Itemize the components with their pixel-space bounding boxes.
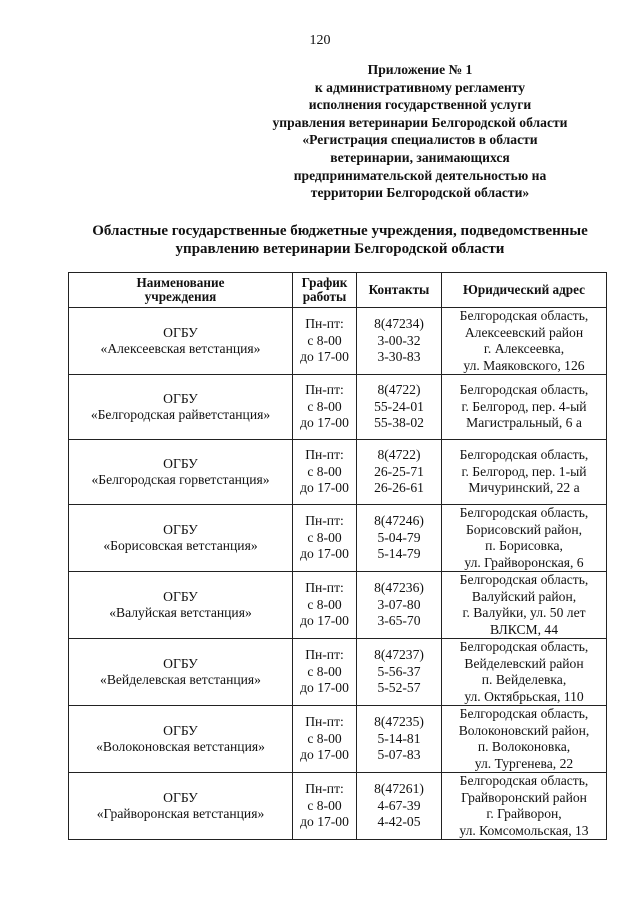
schedule-line: с 8-00	[307, 596, 342, 612]
table-row	[69, 639, 607, 706]
cell-address	[442, 706, 607, 773]
schedule-line: с 8-00	[307, 463, 342, 479]
cell-address	[442, 773, 607, 840]
cell-contacts	[357, 773, 442, 840]
table-row	[69, 572, 607, 639]
page-number: 120	[309, 33, 331, 48]
schedule-line: до 17-00	[300, 349, 349, 365]
address-line: ул. Тургенева, 22	[474, 755, 574, 771]
header-address: Юридический адрес	[442, 273, 607, 308]
contacts-line: 8(4722)	[377, 382, 421, 398]
table-header-row	[69, 273, 607, 308]
schedule-line: до 17-00	[300, 415, 349, 431]
schedule-line: с 8-00	[307, 730, 342, 746]
address-line: Валуйский район,	[471, 588, 577, 604]
address-line: ул. Октябрьская, 110	[464, 688, 584, 704]
institutions-table	[68, 272, 607, 840]
appendix-line: Приложение № 1	[367, 62, 473, 77]
address-line: Белгородская область,	[459, 382, 589, 398]
address-line: г. Валуйки, ул. 50 лет	[462, 605, 586, 620]
address-line: Волоконовский район,	[458, 722, 590, 738]
cell-address	[442, 375, 607, 440]
table-row	[69, 706, 607, 773]
schedule-line: Пн-пт:	[305, 513, 344, 529]
cell-contacts	[357, 572, 442, 639]
name-line: ОГБУ	[163, 455, 198, 471]
contacts-line: 3-65-70	[377, 613, 421, 629]
cell-schedule	[293, 308, 357, 375]
cell-contacts	[357, 505, 442, 572]
cell-schedule	[293, 773, 357, 840]
contacts-line: 5-52-57	[377, 680, 421, 696]
cell-name	[69, 639, 293, 706]
address-line: ул. Грайворонская, 6	[464, 554, 584, 570]
cell-name	[69, 440, 293, 505]
address-line: Белгородская область,	[459, 773, 589, 788]
address-line: ул. Комсомольская, 13	[459, 822, 589, 838]
address-line: п. Волоконовка,	[477, 739, 571, 754]
name-line: «Белгородская райветстанция»	[90, 407, 271, 422]
table-row	[69, 308, 607, 375]
contacts-line: 5-56-37	[377, 663, 421, 679]
name-line: ОГБУ	[163, 324, 198, 340]
cell-contacts	[357, 706, 442, 773]
name-line: ОГБУ	[163, 588, 198, 604]
cell-address	[442, 505, 607, 572]
name-line: «Валуйская ветстанция»	[109, 605, 252, 620]
cell-address	[442, 572, 607, 639]
section-title	[60, 222, 620, 258]
cell-address	[442, 639, 607, 706]
schedule-line: Пн-пт:	[305, 316, 344, 332]
appendix-line: территории Белгородской области»	[310, 185, 530, 201]
address-line: Белгородская область,	[459, 308, 589, 323]
cell-name	[69, 375, 293, 440]
contacts-line: 55-38-02	[374, 415, 424, 431]
section-title-line: управлению ветеринарии Белгородской области	[175, 241, 505, 257]
address-line: Белгородская область,	[459, 505, 589, 520]
cell-contacts	[357, 639, 442, 706]
cell-contacts	[357, 308, 442, 375]
address-line: г. Алексеевка,	[483, 341, 565, 356]
contacts-line: 8(47236)	[374, 580, 424, 596]
cell-address	[442, 440, 607, 505]
cell-schedule	[293, 572, 357, 639]
contacts-line: 5-14-79	[377, 546, 421, 562]
name-line: ОГБУ	[163, 521, 198, 537]
address-line: Вейделевский район	[464, 655, 584, 671]
address-line: Мичуринский, 22 а	[468, 480, 580, 496]
schedule-line: до 17-00	[300, 680, 349, 696]
schedule-line: до 17-00	[300, 613, 349, 629]
address-line: Борисовский район,	[465, 521, 582, 537]
contacts-line: 8(47246)	[374, 513, 424, 529]
contacts-line: 5-04-79	[377, 529, 421, 545]
contacts-line: 8(47261)	[374, 781, 424, 797]
contacts-line: 8(47234)	[374, 316, 424, 332]
cell-name	[69, 773, 293, 840]
schedule-line: с 8-00	[307, 398, 342, 414]
name-line: «Алексеевская ветстанция»	[100, 341, 261, 356]
contacts-line: 5-14-81	[377, 730, 421, 746]
address-line: п. Борисовка,	[485, 538, 563, 553]
cell-name	[69, 706, 293, 773]
schedule-line: с 8-00	[307, 797, 342, 813]
name-line: ОГБУ	[163, 655, 198, 671]
schedule-line: Пн-пт:	[305, 580, 344, 596]
appendix-line: управления ветеринарии Белгородской области	[272, 114, 568, 130]
schedule-line: до 17-00	[300, 546, 349, 562]
contacts-line: 8(4722)	[377, 447, 421, 463]
contacts-line: 8(47235)	[374, 714, 424, 730]
contacts-line: 26-25-71	[374, 463, 424, 479]
table-row	[69, 505, 607, 572]
appendix-line: исполнения государственной услуги	[308, 97, 532, 113]
address-line: Белгородская область,	[459, 706, 589, 721]
header-schedule: График работы	[293, 273, 357, 308]
cell-schedule	[293, 505, 357, 572]
cell-schedule	[293, 375, 357, 440]
cell-contacts	[357, 375, 442, 440]
cell-contacts	[357, 440, 442, 505]
address-line: ВЛКСМ, 44	[489, 621, 559, 637]
contacts-line: 3-00-32	[377, 332, 421, 348]
schedule-line: с 8-00	[307, 663, 342, 679]
header-name: Наименование учреждения	[69, 273, 293, 308]
name-line: «Грайворонская ветстанция»	[96, 806, 265, 821]
schedule-line: до 17-00	[300, 814, 349, 830]
section-title-line: Областные государственные бюджетные учреждения, подведомственные	[92, 223, 588, 239]
name-line: «Борисовская ветстанция»	[103, 538, 258, 553]
table-body	[69, 308, 607, 840]
name-line: ОГБУ	[163, 789, 198, 805]
address-line: г. Белгород, пер. 4-ый	[461, 398, 587, 414]
name-line: «Вейделевская ветстанция»	[100, 672, 261, 687]
table-row	[69, 440, 607, 505]
schedule-line: с 8-00	[307, 332, 342, 348]
schedule-line: Пн-пт:	[305, 647, 344, 663]
name-line: «Волоконовская ветстанция»	[96, 739, 265, 754]
address-line: Белгородская область,	[459, 447, 589, 463]
appendix-line: предпринимательской деятельностью на	[293, 167, 547, 183]
address-line: г. Грайворон,	[486, 806, 562, 821]
contacts-line: 26-26-61	[374, 480, 424, 496]
header-contacts: Контакты	[357, 273, 442, 308]
table-row	[69, 375, 607, 440]
cell-name	[69, 308, 293, 375]
contacts-line: 55-24-01	[374, 398, 424, 414]
address-line: ул. Маяковского, 126	[463, 357, 585, 373]
appendix-line: «Регистрация специалистов в области	[302, 132, 538, 148]
contacts-line: 3-30-83	[377, 349, 421, 365]
address-line: п. Вейделевка,	[481, 672, 567, 687]
name-line: «Белгородская горветстанция»	[91, 472, 270, 487]
contacts-line: 4-67-39	[377, 797, 421, 813]
address-line: Белгородская область,	[459, 639, 589, 654]
contacts-line: 4-42-05	[377, 814, 421, 830]
schedule-line: Пн-пт:	[305, 447, 344, 463]
appendix-line: к административному регламенту	[314, 79, 526, 95]
address-line: Грайворонский район	[461, 789, 587, 805]
schedule-line: Пн-пт:	[305, 714, 344, 730]
name-line: ОГБУ	[163, 722, 198, 738]
schedule-line: до 17-00	[300, 480, 349, 496]
contacts-line: 5-07-83	[377, 747, 421, 763]
cell-schedule	[293, 639, 357, 706]
cell-name	[69, 505, 293, 572]
schedule-line: Пн-пт:	[305, 781, 344, 797]
address-line: Белгородская область,	[459, 572, 589, 587]
name-line: ОГБУ	[163, 390, 198, 406]
cell-schedule	[293, 706, 357, 773]
address-line: Алексеевский район	[464, 324, 584, 340]
cell-name	[69, 572, 293, 639]
schedule-line: с 8-00	[307, 529, 342, 545]
address-line: Магистральный, 6 а	[466, 415, 582, 431]
contacts-line: 8(47237)	[374, 647, 424, 663]
schedule-line: до 17-00	[300, 747, 349, 763]
cell-schedule	[293, 440, 357, 505]
cell-address	[442, 308, 607, 375]
contacts-line: 3-07-80	[377, 596, 421, 612]
appendix-heading	[250, 61, 590, 202]
appendix-line: ветеринарии, занимающихся	[330, 149, 510, 165]
table-row	[69, 773, 607, 840]
address-line: г. Белгород, пер. 1-ый	[461, 463, 587, 479]
schedule-line: Пн-пт:	[305, 382, 344, 398]
